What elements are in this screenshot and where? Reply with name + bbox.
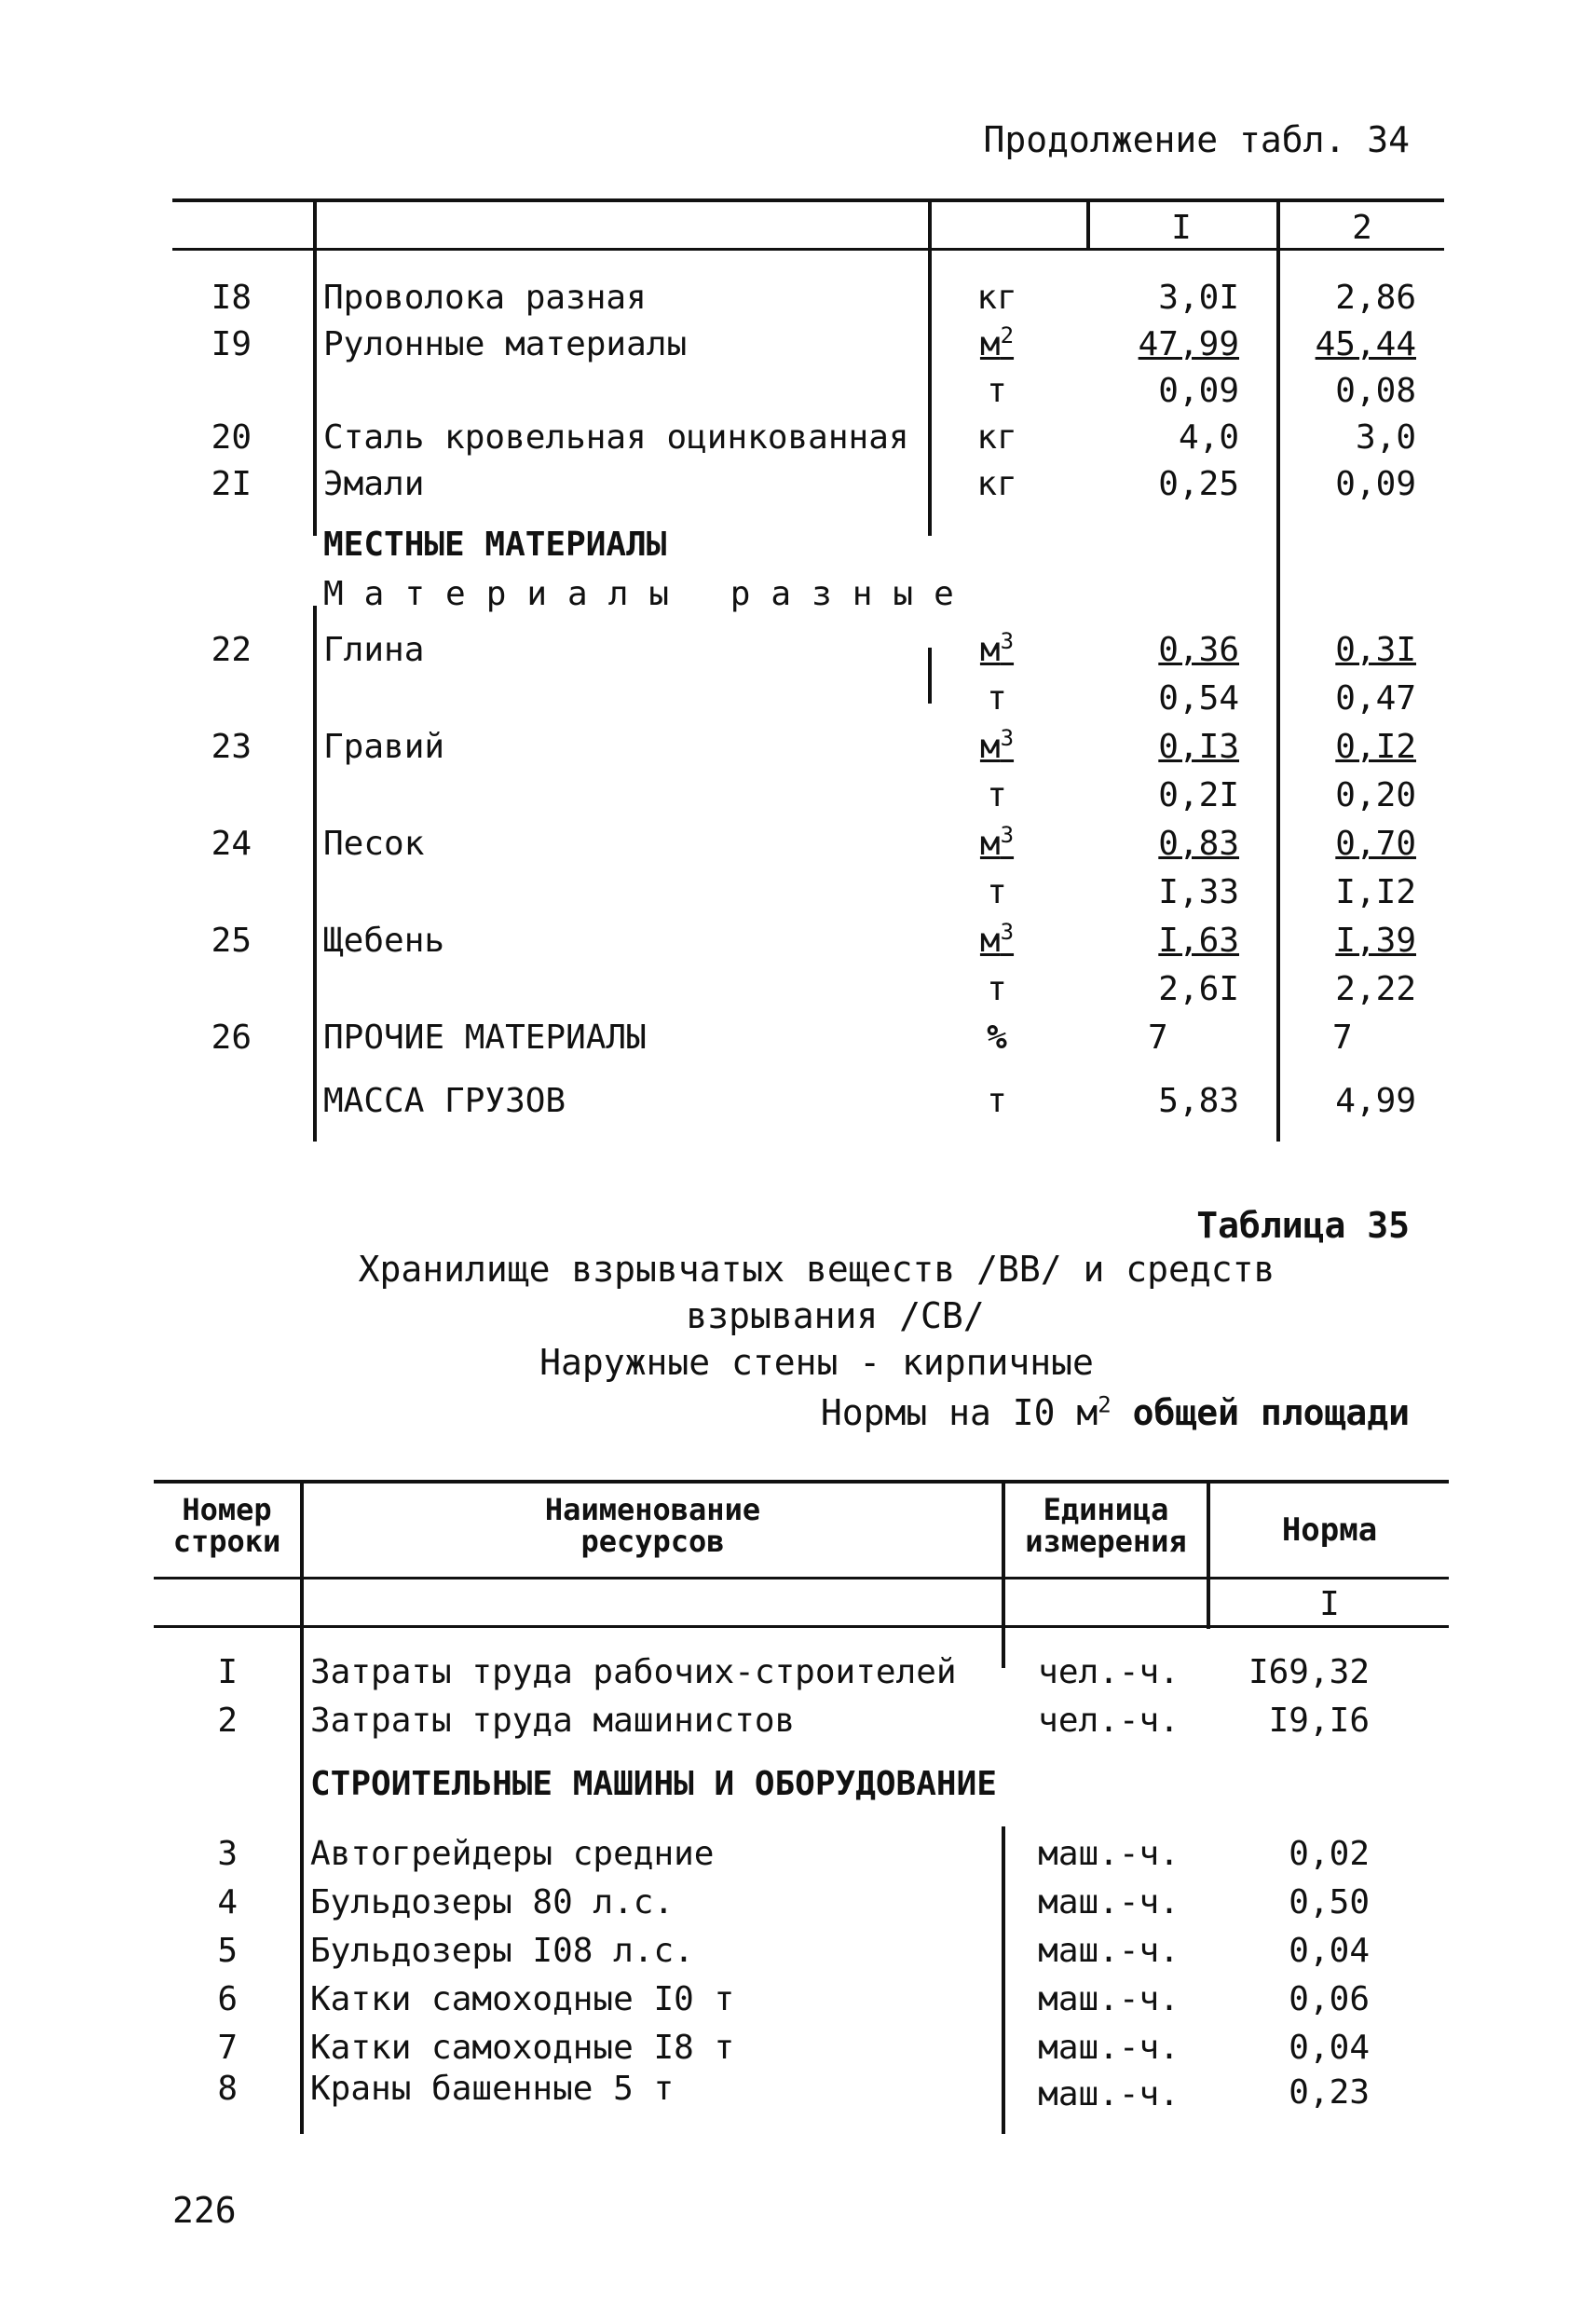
value-col1: 0,36 [1158,631,1239,669]
resource-name: Автогрейдеры средние [310,1835,715,1873]
section-subheading: Материалы разные [323,575,975,613]
table35-divider-num [300,1482,304,2134]
norm-value: 0,02 [1289,1835,1370,1873]
continuation-caption: Продолжение табл. 34 [983,119,1410,160]
value-col2: 0,3I [1335,631,1416,669]
resource-name: Бульдозеры I08 л.с. [310,1932,694,1970]
norms-caption: Нормы на I0 $м^2$ общей площади [820,1391,1410,1433]
table35-index-rule [154,1625,1449,1628]
value-col2: 2,86 [1335,279,1416,317]
resource-name: Катки самоходные I0 т [310,1980,735,2018]
value-col2: 4,99 [1335,1082,1416,1120]
unit: чел.-ч. [1038,1653,1180,1691]
unit: т [987,776,1007,814]
unit: % [987,1019,1007,1057]
unit: кг [976,279,1017,317]
value-col2: 45,44 [1315,325,1416,363]
value-col2: 3,0 [1355,418,1416,457]
row-number: 8 [217,2070,238,2108]
unit: т [987,970,1007,1008]
unit: $м^3$ [979,725,1015,766]
unit: маш.-ч. [1038,1932,1180,1970]
resource-name: Затраты труда рабочих-строителей [310,1653,957,1691]
row-number: 4 [217,1883,238,1921]
resource-name: Эмали [323,465,425,503]
row-number: I8 [211,279,252,317]
table-label: Таблица 35 [1196,1205,1410,1246]
table-subtitle: Наружные стены - кирпичные [539,1342,1094,1383]
unit: т [987,873,1007,911]
value-col1: 0,54 [1158,679,1239,718]
unit: $м^3$ [979,822,1015,863]
value-col2: 7 [1332,1019,1353,1057]
row-number: 3 [217,1835,238,1873]
norm-value: 0,06 [1289,1980,1370,2018]
row-number: 24 [211,825,252,863]
value-col1: 0,2I [1158,776,1239,814]
row-number: I [217,1653,238,1691]
table34-col-1: I [1171,209,1192,247]
unit: маш.-ч. [1038,2075,1180,2113]
row-number: 22 [211,631,252,669]
value-col2: 0,09 [1335,465,1416,503]
unit: $м^3$ [979,919,1015,960]
value-col1: I,33 [1158,873,1239,911]
table34-divider-n [313,200,317,536]
norm-value: 0,04 [1289,1932,1370,1970]
row-number: 26 [211,1019,252,1057]
norm-value: 0,23 [1289,2073,1370,2112]
table34-header-rule [172,248,1444,251]
value-col2: 0,20 [1335,776,1416,814]
unit: т [987,1082,1007,1120]
header-col-index: I [1319,1585,1340,1623]
norm-value: I9,I6 [1268,1702,1370,1740]
row-number: I9 [211,325,252,363]
row-number: 6 [217,1980,238,2018]
value-col1: 5,83 [1158,1082,1239,1120]
row-number: 20 [211,418,252,457]
value-col1: 0,83 [1158,825,1239,863]
resource-name: Рулонные материалы [323,325,688,363]
value-col1: 3,0I [1158,279,1239,317]
table35-divider-name-lower [1002,1826,1005,2134]
header-norm: Норма [1281,1511,1378,1549]
mass-label: МАССА ГРУЗОВ [323,1082,566,1120]
unit: т [987,372,1007,410]
resource-name: Песок [323,825,425,863]
table34-divider-v1 [1276,200,1280,1142]
section-heading-machines: СТРОИТЕЛЬНЫЕ МАШИНЫ И ОБОРУДОВАНИЕ [310,1765,997,1803]
table35-header-rule [154,1577,1449,1579]
unit: маш.-ч. [1038,1835,1180,1873]
value-col2: 0,08 [1335,372,1416,410]
unit: $м^2$ [979,322,1015,363]
resource-name: Проволока разная [323,279,647,317]
norm-value: I69,32 [1248,1653,1370,1691]
row-number: 5 [217,1932,238,1970]
value-col2: 0,I2 [1335,728,1416,766]
value-col2: 0,70 [1335,825,1416,863]
table-title-line2: взрывания /СВ/ [686,1295,985,1336]
unit: маш.-ч. [1038,1883,1180,1921]
header-unit: Единица измерения [1025,1492,1187,1559]
row-number: 25 [211,922,252,960]
row-number: 23 [211,728,252,766]
unit: т [987,679,1007,718]
value-col1: 0,I3 [1158,728,1239,766]
resource-name: Щебень [323,922,445,960]
resource-name: Сталь кровельная оцинкованная [323,418,909,457]
resource-name: Затраты труда машинистов [310,1702,796,1740]
value-col1: 0,25 [1158,465,1239,503]
value-col2: I,39 [1335,922,1416,960]
table-title-line1: Хранилище взрывчатых веществ /ВВ/ и средств [358,1249,1275,1290]
value-col1: 7 [1148,1019,1168,1057]
unit: $м^3$ [979,628,1015,669]
header-row-number: Номер строки [172,1492,281,1559]
resource-name: Краны башенные 5 т [310,2070,675,2108]
unit: кг [976,465,1017,503]
section-heading-local-materials: МЕСТНЫЕ МАТЕРИАЛЫ [323,526,667,564]
resource-name: Катки самоходные I8 т [310,2029,735,2067]
unit: маш.-ч. [1038,2029,1180,2067]
unit: маш.-ч. [1038,1980,1180,2018]
table34-top-rule [172,198,1444,202]
table34-col-2: 2 [1352,209,1372,247]
norm-value: 0,50 [1289,1883,1370,1921]
value-col1: I,63 [1158,922,1239,960]
row-number: 2I [211,465,252,503]
table35-top-rule [154,1480,1449,1484]
resource-name: Глина [323,631,425,669]
value-col2: 0,47 [1335,679,1416,718]
resource-name: ПРОЧИЕ МАТЕРИАЛЫ [323,1019,647,1057]
resource-name: Гравий [323,728,445,766]
table34-divider-n-lower [313,606,317,1142]
page-number: 226 [172,2190,237,2231]
value-col2: 2,22 [1335,970,1416,1008]
unit: чел.-ч. [1038,1702,1180,1740]
header-resource-name: Наименование ресурсов [544,1492,761,1559]
value-col2: I,I2 [1335,873,1416,911]
row-number: 7 [217,2029,238,2067]
row-number: 2 [217,1702,238,1740]
value-col1: 2,6I [1158,970,1239,1008]
resource-name: Бульдозеры 80 л.с. [310,1883,675,1921]
value-col1: 0,09 [1158,372,1239,410]
norm-value: 0,04 [1289,2029,1370,2067]
unit: кг [976,418,1017,457]
value-col1: 4,0 [1178,418,1239,457]
value-col1: 47,99 [1138,325,1239,363]
